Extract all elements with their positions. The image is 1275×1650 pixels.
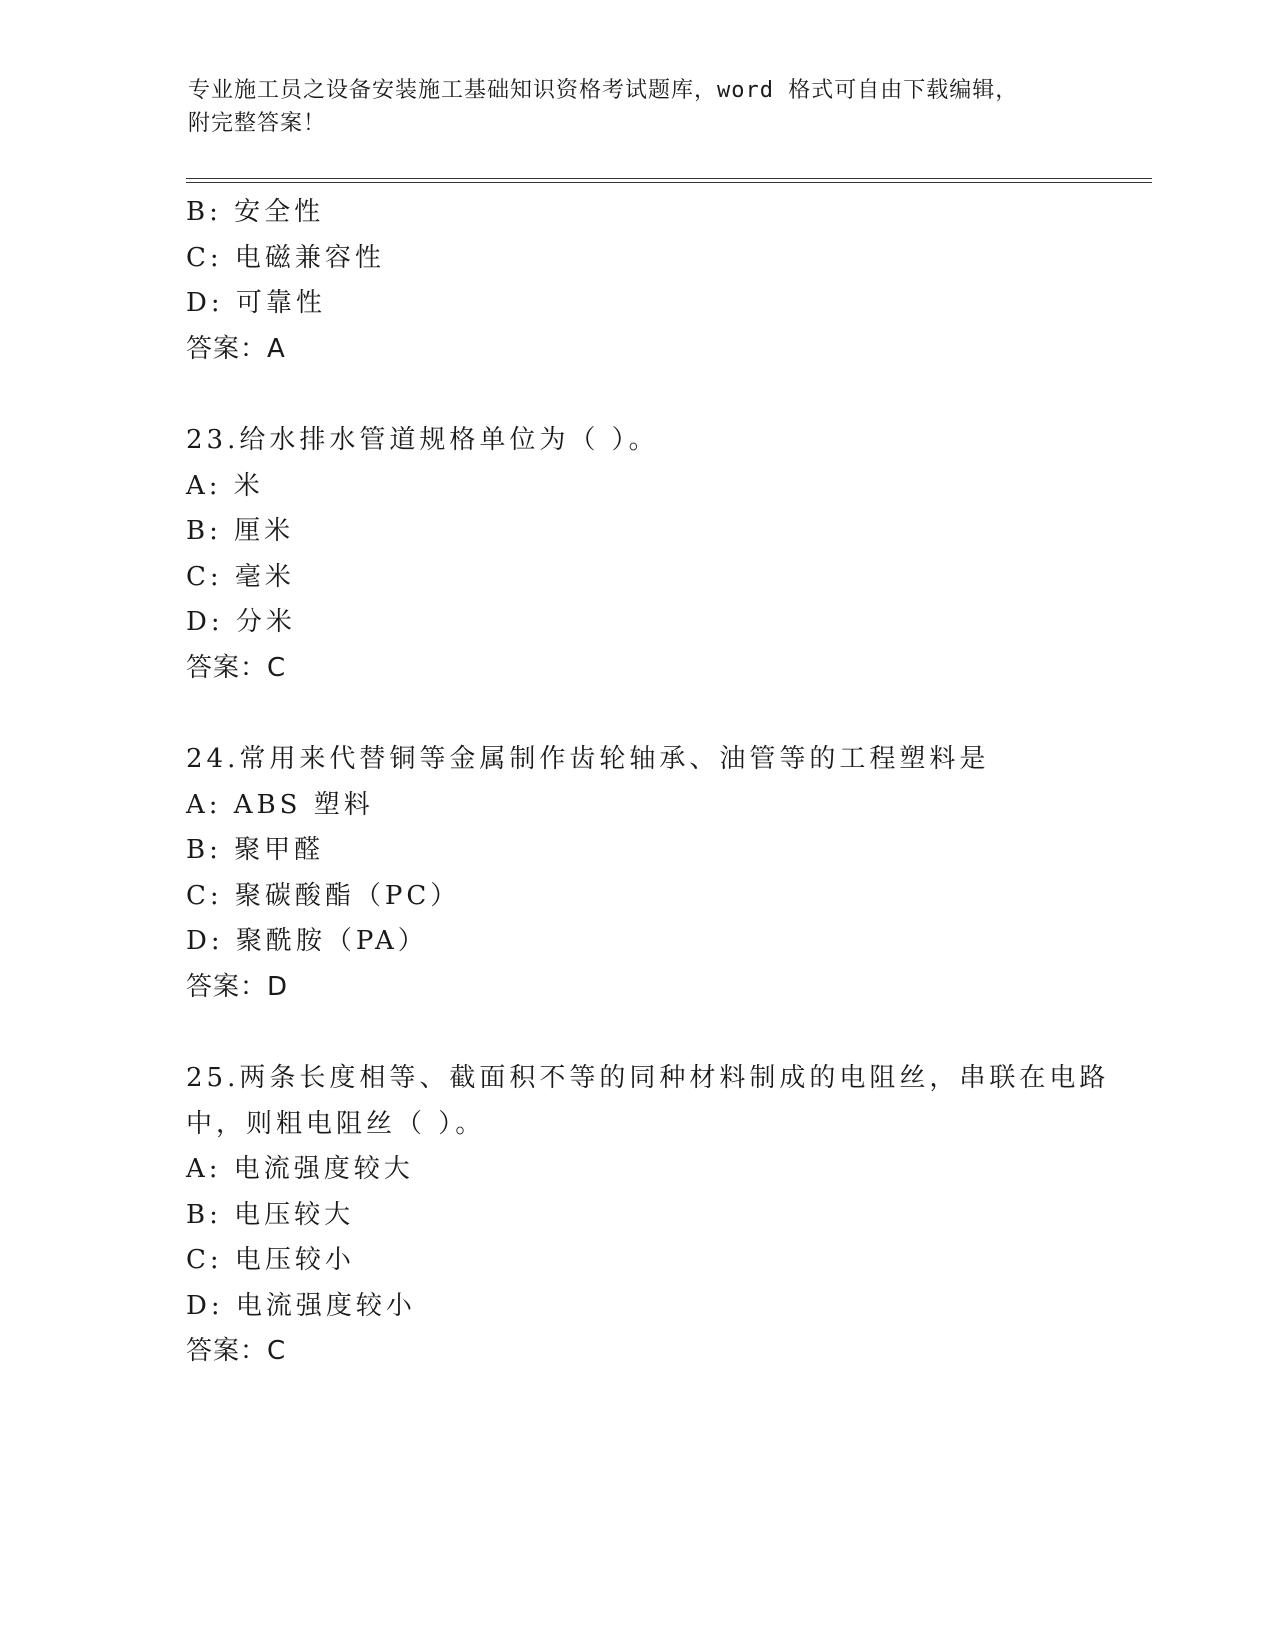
question-stem-line-1: 25.两条长度相等、截面积不等的同种材料制成的电阻丝，串联在电路 (186, 1063, 1110, 1093)
option-b: B: 安全性 (186, 197, 325, 227)
option-c: C: 电磁兼容性 (186, 242, 385, 273)
answer: 答案：A (186, 333, 286, 364)
question-stem-line-2: 中，则粗电阻丝（ ）。 (186, 1108, 486, 1139)
option-c: C: 电压较小 (186, 1245, 355, 1275)
answer: 答案：C (186, 652, 287, 683)
option-a: A: 电流强度较大 (186, 1154, 414, 1184)
question-24 (186, 737, 1126, 1010)
option-b: B: 聚甲醛 (186, 835, 325, 865)
option-d: D: 可靠性 (186, 288, 326, 318)
answer: 答案：C (186, 1336, 287, 1366)
option-b: B: 厘米 (186, 516, 295, 546)
header-title-line-1: 专业施工员之设备安装施工基础知识资格考试题库，word 格式可自由下载编辑， (188, 78, 1019, 103)
header-divider (186, 178, 1152, 183)
question-stem: 24.常用来代替铜等金属制作齿轮轴承、油管等的工程塑料是 (186, 744, 990, 774)
question-list (186, 190, 1126, 1375)
option-b: B: 电压较大 (186, 1199, 355, 1230)
option-a: A: 米 (186, 470, 264, 501)
question-23 (186, 418, 1126, 691)
answer: 答案：D (186, 971, 289, 1002)
question-stem: 23.给水排水管道规格单位为（ ）。 (186, 425, 659, 455)
question-25 (186, 1056, 1126, 1375)
option-c: C: 聚碳酸酯（PC） (186, 880, 461, 911)
option-d: D: 分米 (186, 607, 296, 637)
option-c: C: 毫米 (186, 561, 295, 592)
option-d: D: 聚酰胺（PA） (186, 926, 428, 956)
option-d: D: 电流强度较小 (186, 1290, 416, 1321)
question-22 (186, 190, 1126, 372)
header-title-line-2: 附完整答案！ (188, 111, 327, 136)
option-a: A: ABS 塑料 (186, 789, 374, 820)
document-header (188, 74, 1088, 140)
